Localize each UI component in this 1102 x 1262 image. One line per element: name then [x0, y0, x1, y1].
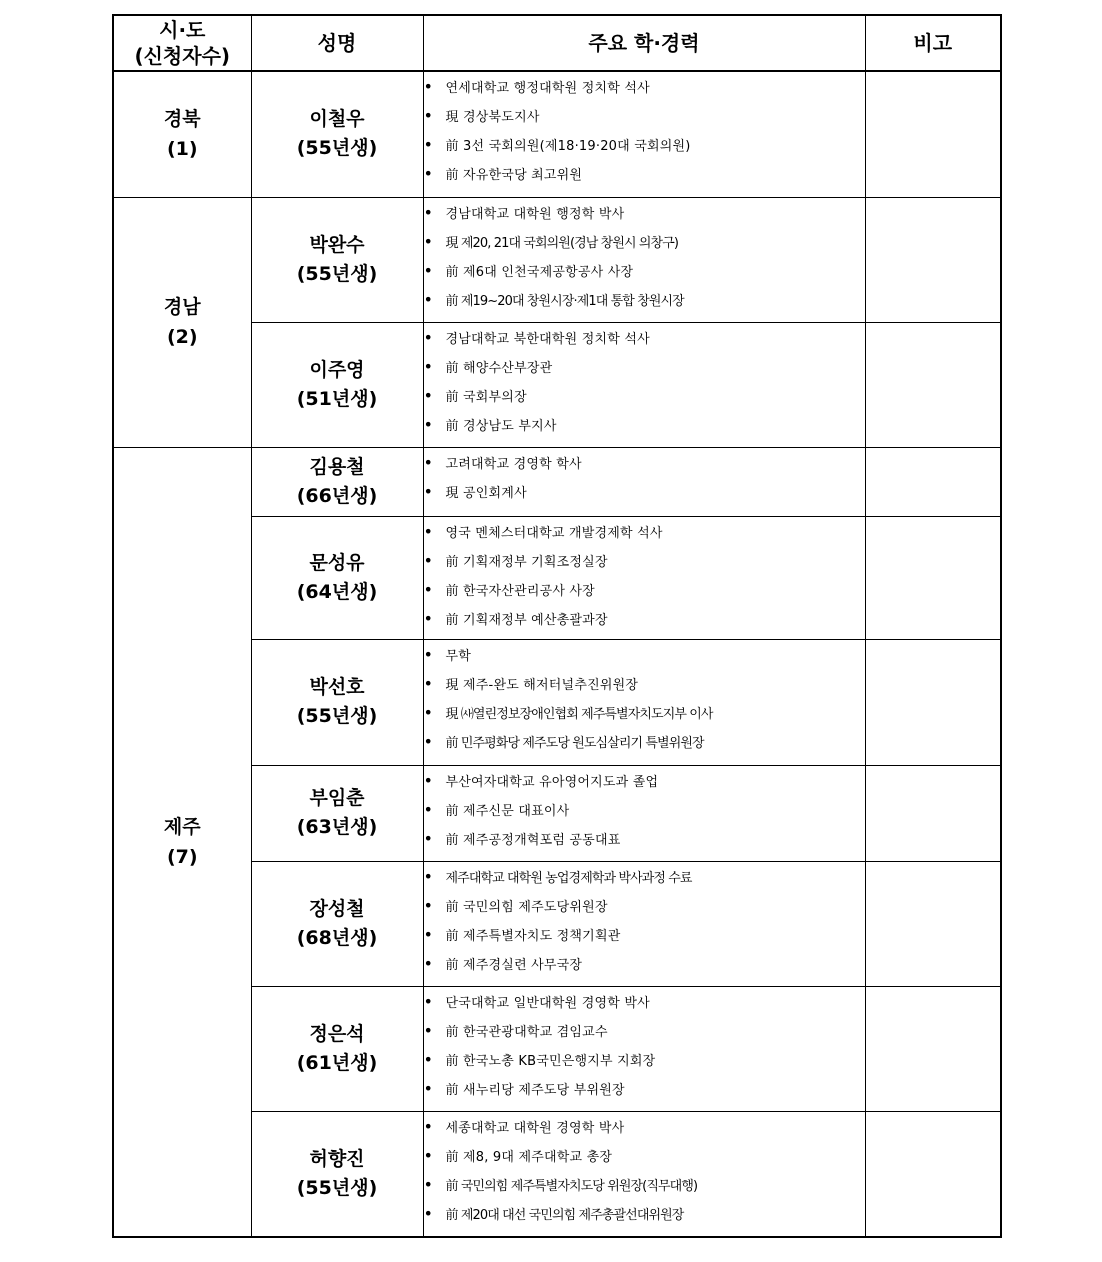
career-item: • 前 기획재정부 기획조정실장 [424, 546, 865, 575]
candidate-name: 박완수 [309, 233, 365, 256]
career-list [424, 1112, 865, 1228]
career-item: • 前 제6대 인천국제공항공사 사장 [424, 256, 865, 285]
candidate-name-cell [251, 986, 423, 1111]
candidate-birth: (55년생) [296, 137, 378, 160]
career-item: • 前 경상남도 부지사 [424, 410, 865, 439]
candidate-birth: (63년생) [296, 816, 378, 838]
career-item: • 前 국회부의장 [424, 381, 865, 410]
career-list [424, 198, 865, 314]
candidate-name-cell [251, 639, 423, 765]
region-cell [113, 71, 251, 197]
candidate-name: 장성철 [309, 897, 365, 920]
career-cell [423, 71, 865, 197]
career-item: • 부산여자대학교 유아영어지도과 졸업 [424, 766, 865, 795]
career-item: • 前 3선 국회의원(제18·19·20대 국회의원) [424, 130, 865, 159]
candidate-birth: (55년생) [296, 705, 378, 727]
region-cell [113, 447, 251, 1237]
career-item: • 前 제8, 9대 제주대학교 총장 [424, 1141, 865, 1170]
career-cell [423, 639, 865, 765]
candidate-name-cell [251, 71, 423, 197]
career-item: • 연세대학교 행정대학원 정치학 석사 [424, 72, 865, 101]
career-cell [423, 516, 865, 639]
career-list [424, 323, 865, 439]
header-row [113, 15, 1001, 71]
career-item: • 단국대학교 일반대학원 경영학 박사 [424, 987, 865, 1016]
note-cell [865, 322, 1001, 447]
header-region [113, 15, 251, 71]
candidate-name: 김용철 [309, 455, 365, 478]
region-name: 제주 [163, 815, 201, 838]
career-cell [423, 197, 865, 322]
candidate-name-cell [251, 447, 423, 516]
region-cell [113, 197, 251, 447]
career-cell [423, 986, 865, 1111]
header-region-line1: 시·도 [159, 18, 206, 42]
candidate-name-cell [251, 516, 423, 639]
career-list [424, 862, 865, 978]
candidate-birth: (55년생) [296, 1176, 378, 1199]
note-cell [865, 986, 1001, 1111]
candidate-name: 허향진 [309, 1147, 365, 1170]
career-item: • 前 국민의힘 제주특별자치도당 위원장(직무대행) [424, 1170, 865, 1199]
header-career: 주요 학·경력 [423, 15, 865, 71]
region-name: 경남 [163, 296, 201, 318]
candidate-name: 문성유 [309, 551, 365, 574]
career-item: • 고려대학교 경영학 학사 [424, 448, 865, 477]
career-item: • 現 ㈔열린정보장애인협회 제주특별자치도지부 이사 [424, 698, 865, 727]
career-item: • 제주대학교 대학원 농업경제학과 박사과정 수료 [424, 862, 865, 891]
header-name: 성명 [251, 15, 423, 71]
career-item: • 現 공인회계사 [424, 477, 865, 506]
career-list [424, 517, 865, 633]
career-item: • 前 제주공정개혁포럼 공동대표 [424, 824, 865, 853]
header-note: 비고 [865, 15, 1001, 71]
career-item: • 무학 [424, 640, 865, 669]
career-list [424, 766, 865, 853]
career-item: • 現 경상북도지사 [424, 101, 865, 130]
career-item: • 前 해양수산부장관 [424, 352, 865, 381]
candidate-birth: (64년생) [296, 580, 378, 603]
note-cell [865, 447, 1001, 516]
candidate-name: 부임춘 [309, 787, 365, 809]
candidate-birth: (61년생) [296, 1051, 378, 1074]
candidate-name-cell [251, 197, 423, 322]
career-item: • 前 제주신문 대표이사 [424, 795, 865, 824]
career-list [424, 987, 865, 1103]
career-item: • 경남대학교 대학원 행정학 박사 [424, 198, 865, 227]
note-cell [865, 71, 1001, 197]
career-item: • 前 제20대 대선 국민의힘 제주총괄선대위원장 [424, 1199, 865, 1228]
career-item: • 세종대학교 대학원 경영학 박사 [424, 1112, 865, 1141]
candidate-table [112, 14, 1002, 1238]
career-item: • 前 한국자산관리공사 사장 [424, 575, 865, 604]
career-item: • 現 제20, 21대 국회의원(경남 창원시 의창구) [424, 227, 865, 256]
candidate-birth: (51년생) [296, 387, 378, 410]
note-cell [865, 1111, 1001, 1237]
note-cell [865, 516, 1001, 639]
career-list [424, 448, 865, 506]
career-item: • 前 자유한국당 최고위원 [424, 159, 865, 188]
career-item: • 前 제19~20대 창원시장·제1대 통합 창원시장 [424, 285, 865, 314]
candidate-name: 이주영 [309, 358, 365, 381]
candidate-birth: (55년생) [296, 262, 378, 285]
career-cell [423, 861, 865, 986]
career-list [424, 72, 865, 188]
career-item: • 前 국민의힘 제주도당위원장 [424, 891, 865, 920]
candidate-name-cell [251, 765, 423, 861]
career-cell [423, 447, 865, 516]
note-cell [865, 861, 1001, 986]
candidate-name: 이철우 [309, 108, 365, 131]
candidate-name-cell [251, 1111, 423, 1237]
career-item: • 前 새누리당 제주도당 부위원장 [424, 1074, 865, 1103]
region-count: (7) [166, 845, 198, 868]
career-item: • 경남대학교 북한대학원 정치학 석사 [424, 323, 865, 352]
career-cell [423, 322, 865, 447]
candidate-row [113, 197, 1001, 322]
region-name: 경북 [163, 108, 201, 131]
candidate-name: 박선호 [309, 676, 365, 698]
candidate-birth: (68년생) [296, 926, 378, 949]
candidate-row [113, 71, 1001, 197]
note-cell [865, 639, 1001, 765]
note-cell [865, 197, 1001, 322]
career-cell [423, 765, 865, 861]
career-item: • 前 기획재정부 예산총괄과장 [424, 604, 865, 633]
candidate-name: 정은석 [309, 1022, 365, 1045]
career-item: • 前 한국노총 KB국민은행지부 지회장 [424, 1045, 865, 1074]
candidate-birth: (66년생) [296, 484, 378, 507]
region-count: (2) [166, 326, 198, 348]
career-item: • 現 제주-완도 해저터널추진위원장 [424, 669, 865, 698]
career-list [424, 640, 865, 756]
career-cell [423, 1111, 865, 1237]
header-region-line2: (신청자수) [134, 44, 231, 68]
career-item: • 영국 멘체스터대학교 개발경제학 석사 [424, 517, 865, 546]
region-count: (1) [166, 138, 198, 161]
candidate-row [113, 447, 1001, 516]
career-item: • 前 제주경실련 사무국장 [424, 949, 865, 978]
note-cell [865, 765, 1001, 861]
candidate-name-cell [251, 322, 423, 447]
career-item: • 前 한국관광대학교 겸임교수 [424, 1016, 865, 1045]
career-item: • 前 민주평화당 제주도당 원도심살리기 특별위원장 [424, 727, 865, 756]
candidate-name-cell [251, 861, 423, 986]
career-item: • 前 제주특별자치도 정책기획관 [424, 920, 865, 949]
